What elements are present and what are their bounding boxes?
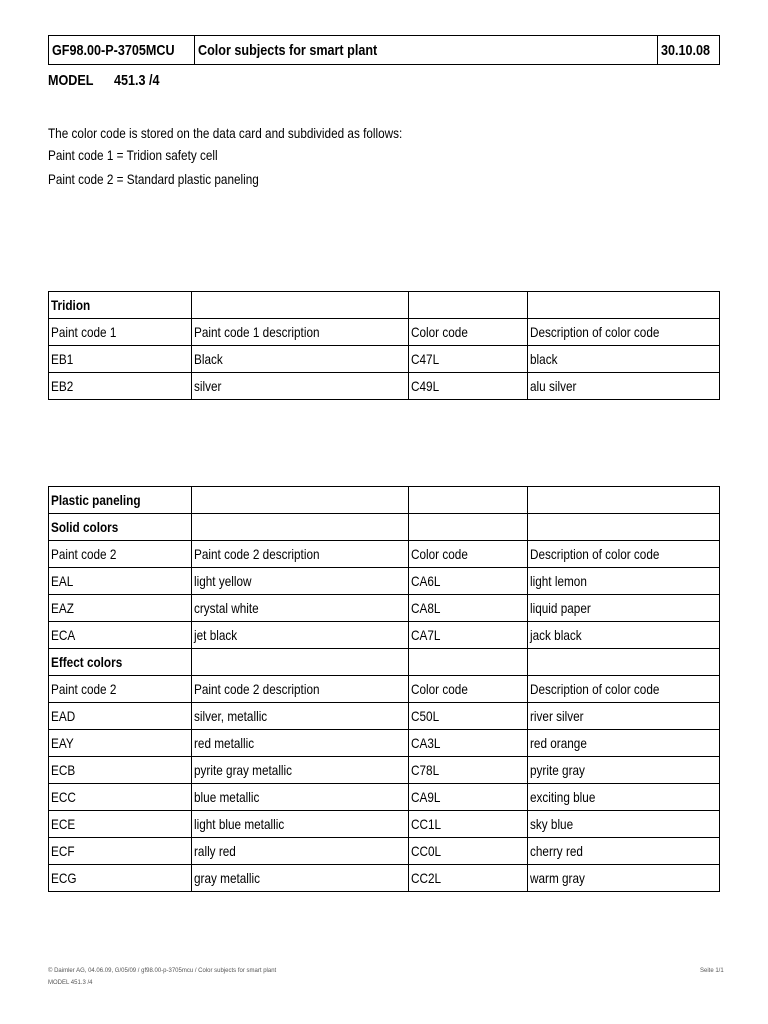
paint-description-cell: pyrite gray metallic xyxy=(192,757,409,784)
paint-description-cell: blue metallic xyxy=(192,784,409,811)
column-header: Description of color code xyxy=(528,541,720,568)
table-row xyxy=(49,784,720,811)
paint-code-cell: ECE xyxy=(49,811,192,838)
color-code-cell: CC0L xyxy=(409,838,528,865)
paint-code-cell: ECF xyxy=(49,838,192,865)
paint-description-cell: jet black xyxy=(192,622,409,649)
paint-description-cell: silver xyxy=(192,373,409,400)
plastic-title-row xyxy=(49,487,720,514)
color-description-cell: exciting blue xyxy=(528,784,720,811)
intro-line-1: The color code is stored on the data card and subdivided as follows: xyxy=(48,125,403,141)
paint-code-cell: ECG xyxy=(49,865,192,892)
paint-description-cell: Black xyxy=(192,346,409,373)
color-code-cell: CC2L xyxy=(409,865,528,892)
paint-description-cell: rally red xyxy=(192,838,409,865)
tridion-column-header-row xyxy=(49,319,720,346)
column-header: Description of color code xyxy=(528,676,720,703)
column-header: Color code xyxy=(409,541,528,568)
column-header: Paint code 1 xyxy=(49,319,192,346)
color-code-cell: CA9L xyxy=(409,784,528,811)
color-description-cell: pyrite gray xyxy=(528,757,720,784)
intro-line-3: Paint code 2 = Standard plastic paneling xyxy=(48,171,259,187)
color-description-cell: sky blue xyxy=(528,811,720,838)
document-header xyxy=(48,35,720,65)
table-row xyxy=(49,811,720,838)
effect-subtitle-row xyxy=(49,649,720,676)
paint-code-cell: ECB xyxy=(49,757,192,784)
footer-copyright: © Daimler AG, 04.06.09, G/05/09 / gf98.00-p-3705mcu / Color subjects for smart plant xyxy=(48,968,277,974)
color-description-cell: light lemon xyxy=(528,568,720,595)
paint-description-cell: crystal white xyxy=(192,595,409,622)
table-row xyxy=(49,622,720,649)
color-description-cell: cherry red xyxy=(528,838,720,865)
doc-title-cell xyxy=(195,36,658,65)
color-description-cell: red orange xyxy=(528,730,720,757)
table-row xyxy=(49,346,720,373)
color-description-cell: river silver xyxy=(528,703,720,730)
color-description-cell: alu silver xyxy=(528,373,720,400)
column-header: Paint code 2 xyxy=(49,541,192,568)
footer-model: MODEL 451.3 /4 xyxy=(48,980,93,986)
paint-code-cell: EAZ xyxy=(49,595,192,622)
column-header: Paint code 2 description xyxy=(192,541,409,568)
table-row xyxy=(49,757,720,784)
doc-number: GF98.00-P-3705MCU xyxy=(52,41,175,59)
column-header: Description of color code xyxy=(528,319,720,346)
table-row xyxy=(49,568,720,595)
paint-code-cell: EAL xyxy=(49,568,192,595)
paint-description-cell: gray metallic xyxy=(192,865,409,892)
color-code-cell: CC1L xyxy=(409,811,528,838)
table-row xyxy=(49,730,720,757)
table-row xyxy=(49,703,720,730)
column-header: Color code xyxy=(409,319,528,346)
section-title: Plastic paneling xyxy=(49,487,192,514)
paint-description-cell: red metallic xyxy=(192,730,409,757)
color-code-cell: C50L xyxy=(409,703,528,730)
subsection-title: Effect colors xyxy=(49,649,192,676)
tridion-table xyxy=(48,291,720,400)
footer-page-number: Seite 1/1 xyxy=(700,968,724,974)
color-code-cell: CA8L xyxy=(409,595,528,622)
doc-date-cell xyxy=(658,36,720,65)
color-code-cell: C49L xyxy=(409,373,528,400)
paint-code-cell: ECC xyxy=(49,784,192,811)
model-label: MODEL xyxy=(48,72,94,89)
solid-subtitle-row xyxy=(49,514,720,541)
color-code-cell: CA3L xyxy=(409,730,528,757)
color-code-cell: C47L xyxy=(409,346,528,373)
subsection-title: Solid colors xyxy=(49,514,192,541)
doc-date: 30.10.08 xyxy=(661,41,711,59)
tridion-title-row xyxy=(49,292,720,319)
effect-column-header-row xyxy=(49,676,720,703)
color-code-cell: CA6L xyxy=(409,568,528,595)
paint-code-cell: EAD xyxy=(49,703,192,730)
paint-code-cell: ECA xyxy=(49,622,192,649)
color-code-cell: C78L xyxy=(409,757,528,784)
table-row xyxy=(49,373,720,400)
column-header: Paint code 2 xyxy=(49,676,192,703)
solid-column-header-row xyxy=(49,541,720,568)
paint-code-cell: EAY xyxy=(49,730,192,757)
table-row xyxy=(49,838,720,865)
paint-description-cell: silver, metallic xyxy=(192,703,409,730)
section-title: Tridion xyxy=(49,292,192,319)
color-description-cell: jack black xyxy=(528,622,720,649)
paint-description-cell: light yellow xyxy=(192,568,409,595)
paint-description-cell: light blue metallic xyxy=(192,811,409,838)
intro-line-2: Paint code 1 = Tridion safety cell xyxy=(48,147,218,163)
paint-code-cell: EB2 xyxy=(49,373,192,400)
color-description-cell: warm gray xyxy=(528,865,720,892)
model-value: 451.3 /4 xyxy=(114,72,160,89)
table-row xyxy=(49,595,720,622)
column-header: Paint code 1 description xyxy=(192,319,409,346)
color-description-cell: black xyxy=(528,346,720,373)
column-header: Color code xyxy=(409,676,528,703)
plastic-paneling-table xyxy=(48,486,720,892)
doc-number-cell xyxy=(49,36,195,65)
paint-code-cell: EB1 xyxy=(49,346,192,373)
color-code-cell: CA7L xyxy=(409,622,528,649)
table-row xyxy=(49,865,720,892)
column-header: Paint code 2 description xyxy=(192,676,409,703)
doc-title: Color subjects for smart plant xyxy=(198,41,378,59)
color-description-cell: liquid paper xyxy=(528,595,720,622)
